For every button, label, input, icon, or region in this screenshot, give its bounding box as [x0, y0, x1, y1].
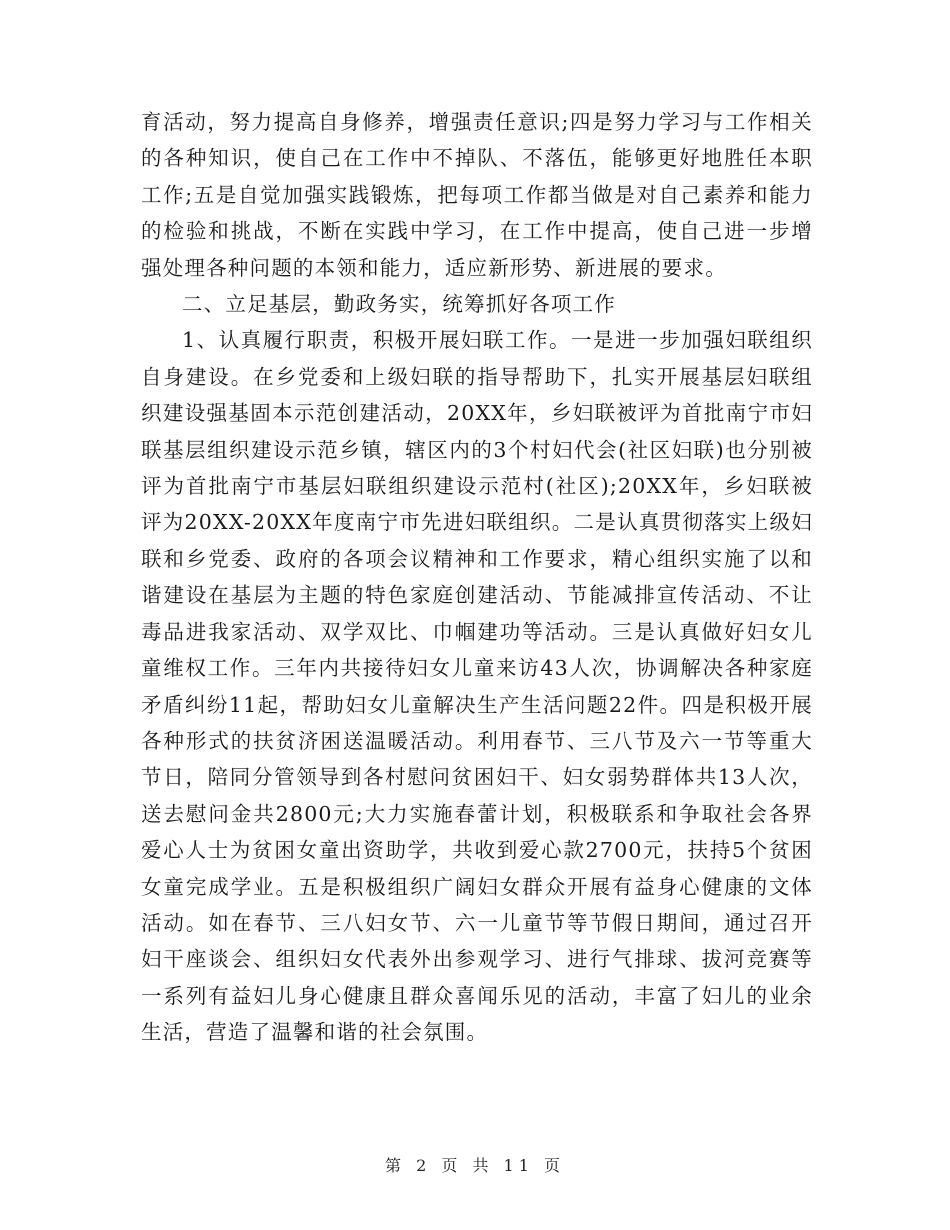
paragraph-womens-federation-work: 1、认真履行职责，积极开展妇联工作。一是进一步加强妇联组织自身建设。在乡党委和上级妇联的指导帮助下，扎实开展基层妇联组织建设强基固本示范创建活动，20XX年，乡妇联被评为首批南宁市妇联基层组织建设示范乡镇，辖区内的3个村妇代会(社区妇联)也分别被评为首批南宁市基层妇联组织建设示范村(社区);20XX年，乡妇联被评为20XX-20XX年度南宁市先进妇联组织。二是认真贯彻落实上级妇联和乡党委、政府的各项会议精神和工作要求，精心组织实施了以和谐建设在基层为主题的特色家庭创建活动、节能减排宣传活动、不让毒品进我家活动、双学双比、巾帼建功等活动。三是认真做好妇女儿童维权工作。三年内共接待妇女儿童来访43人次，协调解决各种家庭矛盾纠纷11起，帮助妇女儿童解决生产生活问题22件。四是积极开展各种形式的扶贫济困送温暖活动。利用春节、三八节及六一节等重大节日，陪同分管领导到各村慰问贫困妇干、妇女弱势群体共13人次，送去慰问金共2800元;大力实施春蕾计划，积极联系和争取社会各界爱心人士为贫困女童出资助学，共收到爱心款2700元，扶持5个贫困女童完成学业。五是积极组织广阔妇女群众开展有益身心健康的文体活动。如在春节、三八妇女节、六一儿童节等节假日期间，通过召开妇干座谈会、组织妇女代表外出参观学习、进行气排球、拔河竞赛等一系列有益妇儿身心健康且群众喜闻乐见的活动，丰富了妇儿的业余生活，营造了温馨和谐的社会氛围。: [141, 328, 813, 1045]
page-number-footer: 第 2 页 共 11 页: [385, 1156, 565, 1175]
document-body: [141, 104, 813, 1051]
paragraph-continuation: 育活动，努力提高自身修养，增强责任意识;四是努力学习与工作相关的各种知识，使自己在工作中不掉队、不落伍，能够更好地胜任本职工作;五是自觉加强实践锻炼，把每项工作都当做是对自己素养和能力的检验和挑战，不断在实践中学习，在工作中提高，使自己进一步增强处理各种问题的本领和能力，适应新形势、新进展的要求。: [141, 110, 813, 280]
section-heading: 二、立足基层，勤政务实，统筹抓好各项工作: [182, 292, 616, 317]
